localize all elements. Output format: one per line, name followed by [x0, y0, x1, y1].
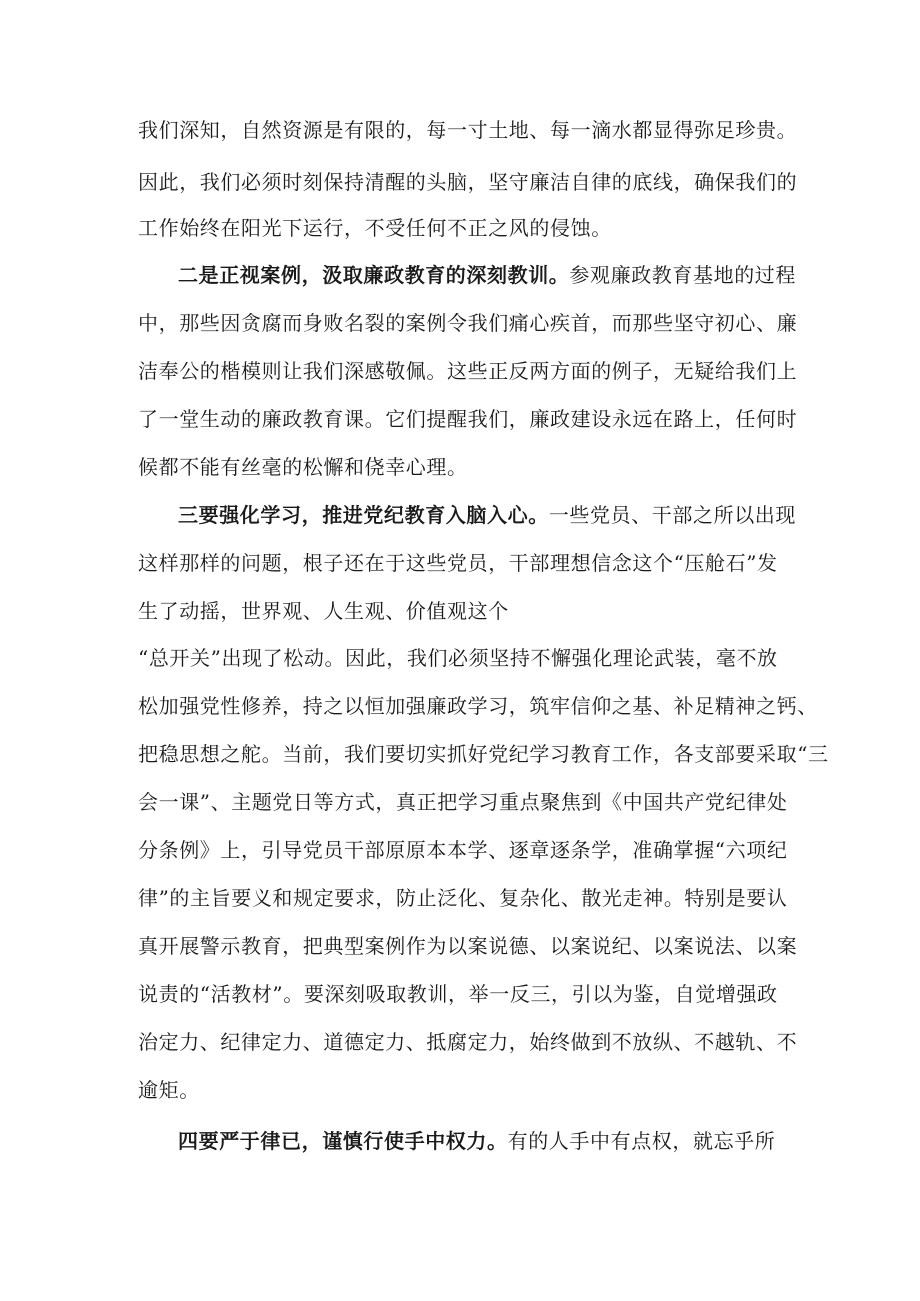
- paragraph-3-line-13: 逾矩。: [138, 1078, 200, 1102]
- paragraph-1-line-1: 我们深知，自然资源是有限的，每一寸土地、每一滴水都显得弥足珍贵。: [138, 118, 798, 142]
- paragraph-4-first-line: [178, 1129, 775, 1153]
- paragraph-3-first-line-text: 一些党员、干部之所以出现: [548, 503, 797, 527]
- paragraph-3-line-9: 律”的主旨要义和规定要求，防止泛化、复杂化、散光走神。特别是要认: [138, 886, 788, 910]
- paragraph-2-line-5: 候都不能有丝毫的松懈和侥幸心理。: [138, 455, 468, 479]
- paragraph-3-line-5: 松加强党性修养，持之以恒加强廉政学习，筑牢信仰之基、补足精神之钙、: [138, 694, 818, 718]
- paragraph-3-first-line: [178, 503, 796, 527]
- paragraph-3-line-4: “总开关”出现了松动。因此，我们必须坚持不懈强化理论武装，毫不放: [138, 646, 778, 670]
- paragraph-4-first-line-text: 有的人手中有点权，就忘乎所: [507, 1129, 776, 1153]
- paragraph-3-heading: 三要强化学习，推进党纪教育入脑入心。: [178, 503, 549, 527]
- paragraph-2-line-3: 洁奉公的楷模则让我们深感敬佩。这些正反两方面的例子，无疑给我们上: [138, 359, 798, 383]
- paragraph-2-heading: 二是正视案例，汲取廉政教育的深刻教训。: [178, 263, 570, 287]
- paragraph-2-first-line: [178, 263, 796, 287]
- paragraph-3-line-7: 会一课”、主题党日等方式，真正把学习重点聚焦到《中国共产党纪律处: [138, 790, 788, 814]
- paragraph-1-line-3: 工作始终在阳光下运行，不受任何不正之风的侵蚀。: [138, 216, 612, 240]
- paragraph-2-line-4: 了一堂生动的廉政教育课。它们提醒我们，廉政建设永远在路上，任何时: [138, 407, 798, 431]
- paragraph-3-line-3: 生了动摇，世界观、人生观、价值观这个: [138, 599, 509, 623]
- paragraph-2-line-2: 中，那些因贪腐而身败名裂的案例令我们痛心疾首，而那些坚守初心、廉: [138, 311, 798, 335]
- paragraph-2-first-line-text: 参观廉政教育基地的过程: [569, 263, 797, 287]
- paragraph-3-line-10: 真开展警示教育，把典型案例作为以案说德、以案说纪、以案说法、以案: [138, 934, 798, 958]
- paragraph-4-heading: 四要严于律已，谨慎行使手中权力。: [178, 1129, 508, 1153]
- paragraph-3-line-11: 说责的“活教材”。要深刻吸取教训，举一反三，引以为鉴，自觉增强政: [138, 982, 778, 1006]
- paragraph-3-line-12: 治定力、纪律定力、道德定力、抵腐定力，始终做到不放纵、不越轨、不: [138, 1030, 798, 1054]
- paragraph-3-line-8: 分条例》上，引导党员干部原原本本学、逐章逐条学，准确掌握“六项纪: [138, 838, 788, 862]
- paragraph-1-line-2: 因此，我们必须时刻保持清醒的头脑，坚守廉洁自律的底线，确保我们的: [138, 170, 798, 194]
- paragraph-3-line-6: 把稳思想之舵。当前，我们要切实抓好党纪学习教育工作，各支部要采取“三: [138, 742, 829, 766]
- paragraph-3-line-2: 这样那样的问题，根子还在于这些党员，干部理想信念这个“压舱石”发: [138, 551, 778, 575]
